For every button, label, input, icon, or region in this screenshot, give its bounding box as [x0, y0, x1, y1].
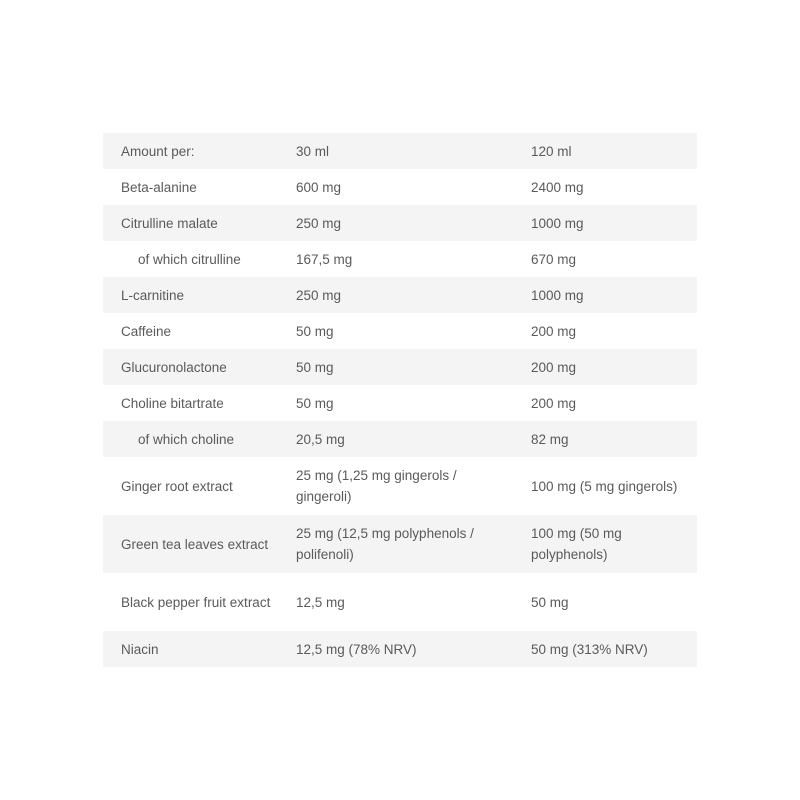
ingredient-name: Niacin: [121, 641, 159, 657]
ingredient-name: Ginger root extract: [121, 478, 233, 494]
ingredient-name: Choline bitartrate: [121, 395, 224, 411]
table-row: [103, 133, 697, 169]
table-row: [103, 515, 697, 573]
amount-120ml: 100 mg (50 mg polyphenols): [531, 526, 622, 562]
amount-120ml: 200 mg: [531, 395, 577, 411]
amount-30ml: 25 mg (1,25 mg gingerols / gingeroli): [296, 468, 457, 504]
table-row: [103, 313, 697, 349]
table-row: [103, 457, 697, 515]
table-row: [103, 631, 697, 667]
ingredient-name: of which citrulline: [138, 251, 241, 267]
amount-120ml: 2400 mg: [531, 179, 584, 195]
ingredient-name: Caffeine: [121, 323, 172, 339]
ingredient-name: of which choline: [138, 431, 235, 447]
amount-30ml: 250 mg: [296, 287, 342, 303]
amount-120ml: 200 mg: [531, 359, 577, 375]
amount-30ml: 50 mg: [296, 323, 334, 339]
amount-30ml: 167,5 mg: [296, 251, 353, 267]
ingredient-name: Beta-alanine: [121, 179, 197, 195]
amount-30ml: 30 ml: [296, 143, 330, 159]
amount-120ml: 100 mg (5 mg gingerols): [531, 478, 678, 494]
ingredient-name: Black pepper fruit extract: [121, 594, 271, 610]
table-row: [103, 205, 697, 241]
amount-120ml: 50 mg: [531, 594, 569, 610]
table-row: [103, 169, 697, 205]
table-row: [103, 573, 697, 631]
amount-30ml: 50 mg: [296, 395, 334, 411]
amount-120ml: 82 mg: [531, 431, 569, 447]
ingredient-name: Citrulline malate: [121, 215, 218, 231]
amount-120ml: 200 mg: [531, 323, 577, 339]
table-row: [103, 349, 697, 385]
amount-30ml: 600 mg: [296, 179, 342, 195]
table-row: [103, 241, 697, 277]
amount-30ml: 50 mg: [296, 359, 334, 375]
amount-30ml: 12,5 mg (78% NRV): [296, 641, 417, 657]
amount-30ml: 25 mg (12,5 mg polyphenols / polifenoli): [296, 526, 474, 562]
ingredient-name: Amount per:: [121, 143, 195, 159]
amount-120ml: 670 mg: [531, 251, 577, 267]
amount-30ml: 12,5 mg: [296, 594, 345, 610]
amount-30ml: 250 mg: [296, 215, 342, 231]
amount-120ml: 50 mg (313% NRV): [531, 641, 648, 657]
ingredient-name: Green tea leaves extract: [121, 536, 269, 552]
amount-120ml: 120 ml: [531, 143, 572, 159]
table-row: [103, 421, 697, 457]
ingredient-name: Glucuronolactone: [121, 359, 227, 375]
table-row: [103, 385, 697, 421]
amount-30ml: 20,5 mg: [296, 431, 345, 447]
table-row: [103, 277, 697, 313]
amount-120ml: 1000 mg: [531, 287, 584, 303]
ingredient-name: L-carnitine: [121, 287, 185, 303]
amount-120ml: 1000 mg: [531, 215, 584, 231]
nutrition-table: [103, 133, 697, 667]
